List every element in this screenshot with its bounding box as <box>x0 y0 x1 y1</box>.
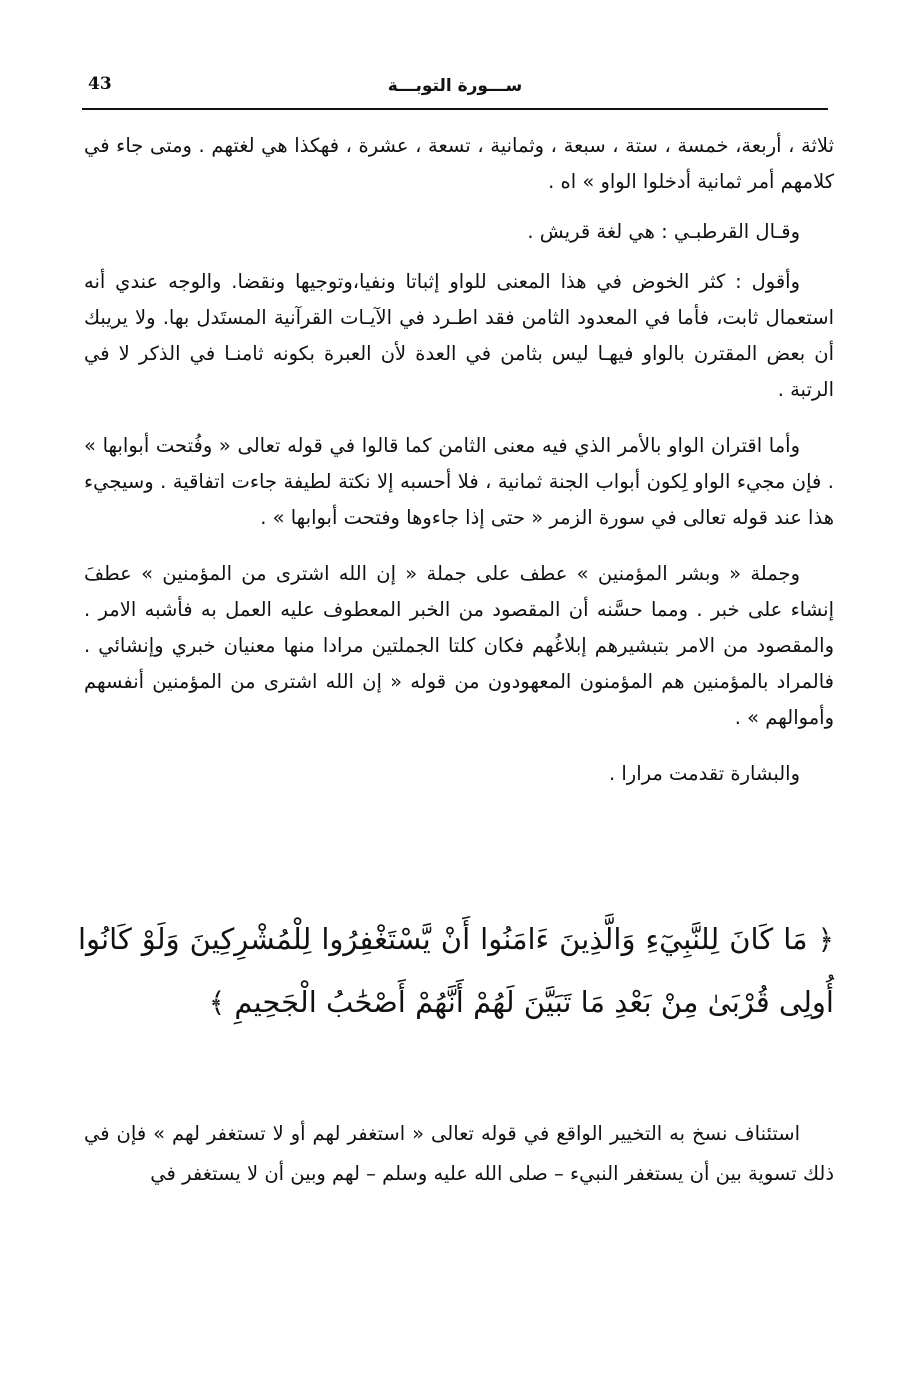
paragraph-2: وقـال القرطبـي : هي لغة قريش . <box>527 220 800 243</box>
page-number: 43 <box>88 74 112 94</box>
paragraph-4: وأما اقتران الواو بالأمر الذي فيه معنى الثامن كما قالوا في قوله تعالى « وفُتحت أبوابها » . فإن مجيء الواو لِكون أبواب الجنة ثمانية ، فلا أحسبه إلا نكتة لطيفة جاءت اتفاقية . وسيجيء هذا عند قوله تعالى في سورة الزمر « حتى إذا جاءوها وفتحت أبوابها » . <box>84 434 834 529</box>
verse-text: مَا كَانَ لِلنَّبِيٓءِ وَالَّذِينَ ءَامَنُوا أَنْ يَّسْتَغْفِرُوا لِلْمُشْرِكِينَ وَلَوْ كَانُوا أُولِى قُرْبَىٰ مِنْ بَعْدِ مَا تَبَيَّنَ لَهُمْ أَنَّهُمْ أَصْحَٰبُ الْجَحِيمِ <box>78 922 834 1019</box>
verse-open-bracket: ﴿ <box>817 923 835 956</box>
paragraph-3: وأقول : كثر الخوض في هذا المعنى للواو إثباتا ونفيا،وتوجيها ونقضا. والوجه عندي أنه استعمال ثابت، فأما في المعدود الثامن فقد اطـرد في الآيـات القرآنية المستَدل بها. ولا يريبك أن بعض المقترن بالواو فيهـا ليس بثامن في العدة لأن العبرة بكونه ثامنـا في الذكر لا في الرتبة . <box>84 270 834 401</box>
page-header <box>82 70 828 110</box>
verse-close-bracket: ﴾ <box>208 986 226 1019</box>
commentary-paragraph: استئناف نسخ به التخيير الواقع في قوله تعالى « استغفر لهم أو لا تستغفر لهم » فإن في ذلك تسوية بين أن يستغفر النبيء – صلى الله عليه وسلم – لهم وبين أن لا يستغفر في <box>84 1122 834 1185</box>
commentary-text <box>84 1114 834 1194</box>
running-title: ســـورة التوبـــة <box>387 76 523 96</box>
paragraph-1: ثلاثة ، أربعة، خمسة ، ستة ، سبعة ، وثمانية ، تسعة ، عشرة ، فهكذا هي لغتهم . ومتى جاء في كلامهم أمر ثمانية أدخلوا الواو » اه . <box>84 134 834 193</box>
paragraph-6: والبشارة تقدمت مرارا . <box>608 762 800 785</box>
body-text <box>84 128 834 812</box>
header-rule <box>82 108 828 110</box>
quran-verse <box>78 908 834 1034</box>
paragraph-5: وجملة « وبشر المؤمنين » عطف على جملة « إن الله اشترى من المؤمنين » عطفَ إنشاء على خبر . ومما حسَّنه أن المقصود من الخبر المعطوف عليه العمل به فأشبه الامر . والمقصود من الامر بتبشيرهم إبلاغُهم فكان كلتا الجملتين مرادا منها معنيان خبري وإنشائي . فالمراد بالمؤمنين هم المؤمنون المعهودون من قوله « إن الله اشترى من المؤمنين أنفسهم وأموالهم » . <box>84 562 834 729</box>
